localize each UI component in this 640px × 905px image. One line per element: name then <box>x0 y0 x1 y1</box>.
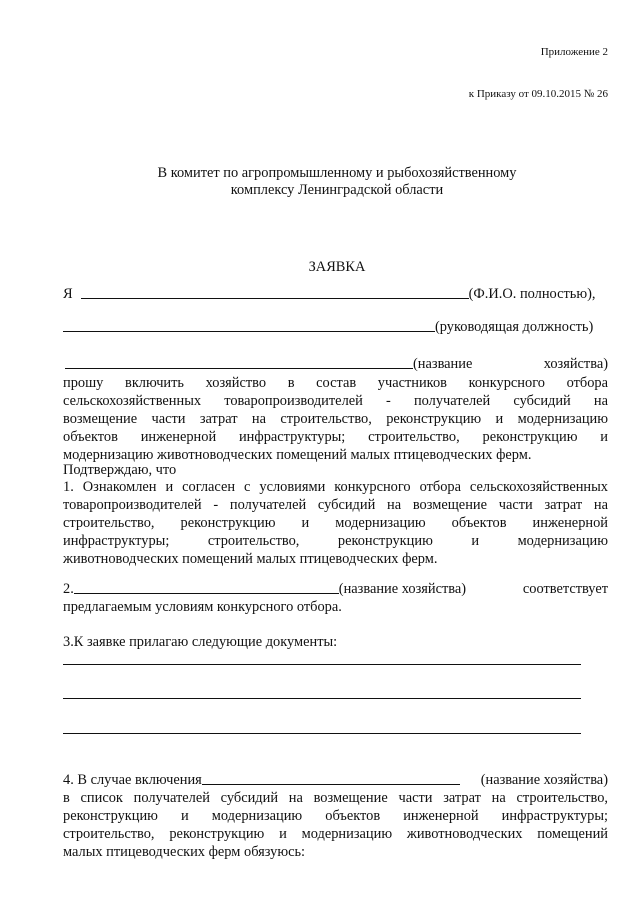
position-row <box>63 318 608 336</box>
item-1-line: инфраструктуры; строительство, реконструкцию и модернизацию <box>63 533 608 549</box>
request-line: объектов инженерной инфраструктуры; строительство, реконструкцию и <box>63 429 608 445</box>
item-1-paragraph <box>63 478 608 568</box>
item-4-line: реконструкцию и модернизацию объектов инженерной инфраструктуры; <box>63 808 608 824</box>
item-2-verb: соответствует <box>522 581 608 597</box>
position-hint: (руководящая должность) <box>435 319 594 335</box>
item-4-prefix: 4. В случае включения <box>63 772 202 788</box>
item-4-line: в список получателей субсидий на возмещение части затрат на строительство, <box>63 790 608 806</box>
request-paragraph <box>63 374 608 464</box>
item-4-line: строительство, реконструкцию и модернизацию животноводческих помещений <box>63 826 608 842</box>
farm-hint-open: (название <box>413 356 473 372</box>
fio-blank-line[interactable] <box>81 285 469 299</box>
item-1-line: товаропроизводителей - получателей субсидий на возмещение части затрат на <box>63 497 608 513</box>
item-1-line: животноводческих помещений малых птицеводческих ферм. <box>63 551 438 567</box>
position-blank-line[interactable] <box>63 318 435 332</box>
request-line: модернизацию животноводческих помещений малых птицеводческих ферм. <box>63 447 532 463</box>
farm-hint-close: хозяйства) <box>543 356 608 372</box>
farm-blank-line[interactable] <box>65 355 413 369</box>
item-4-line: малых птицеводческих ферм обязуюсь: <box>63 844 306 860</box>
confirm-label: Подтверждаю, что <box>63 462 177 478</box>
request-line: сельскохозяйственных товаропроизводителей - получателей субсидий на <box>63 393 608 409</box>
item-4-hint: (название хозяйства) <box>480 772 608 788</box>
request-line: прошу включить хозяйство в состав участников конкурсного отбора <box>63 375 608 391</box>
order-reference: к Приказу от 09.10.2015 № 26 <box>468 88 608 100</box>
addressee-line-2: комплексу Ленинградской области <box>230 182 444 198</box>
addressee-line-1: В комитет по агропромышленному и рыбохозяйственному <box>157 165 517 181</box>
applicant-prefix: Я <box>63 286 73 302</box>
fio-row <box>63 285 608 303</box>
farm-row <box>63 355 608 373</box>
item-2-row <box>63 580 608 598</box>
documents-blank-line-3[interactable] <box>63 733 581 734</box>
item-1-line: 1. Ознакомлен и согласен с условиями конкурсного отбора сельскохозяйственных <box>63 479 608 495</box>
documents-blank-line-1[interactable] <box>63 664 581 665</box>
documents-blank-line-2[interactable] <box>63 698 581 699</box>
request-line: возмещение части затрат на строительство, реконструкцию и модернизацию <box>63 411 608 427</box>
item-4-row <box>63 771 608 789</box>
item-2-blank-line[interactable] <box>74 580 339 594</box>
item-2-number: 2. <box>63 581 74 597</box>
item-3-label: 3.К заявке прилагаю следующие документы: <box>63 634 338 650</box>
item-4-blank-line[interactable] <box>202 771 460 785</box>
item-2-continuation: предлагаемым условиям конкурсного отбора. <box>63 599 342 615</box>
item-1-line: строительство, реконструкцию и модернизацию объектов инженерной <box>63 515 608 531</box>
fio-hint: (Ф.И.О. полностью), <box>468 286 596 302</box>
item-4-paragraph <box>63 789 608 861</box>
appendix-label: Приложение 2 <box>540 46 608 58</box>
item-2-hint: (название хозяйства) <box>338 581 467 597</box>
document-title: ЗАЯВКА <box>308 259 366 275</box>
